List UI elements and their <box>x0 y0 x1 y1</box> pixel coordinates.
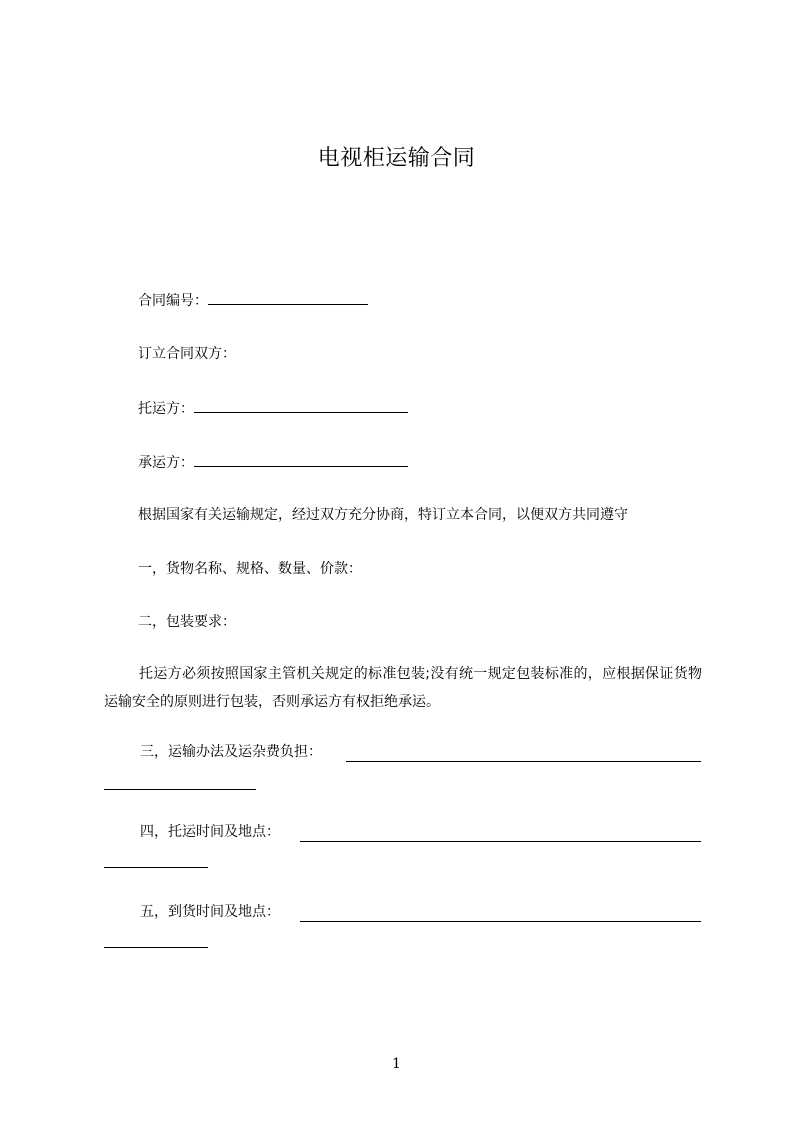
packaging-paragraph: 托运方必须按照国家主管机关规定的标准包装;没有统一规定包装标准的，应根据保证货物运输安全的原则进行包装，否则承运方有权拒绝承运。 <box>104 666 702 710</box>
section-1-heading: 一，货物名称、规格、数量、价款： <box>138 561 362 577</box>
section-4-blank-line-1[interactable] <box>300 841 701 842</box>
carrier-line <box>138 452 408 473</box>
page-number: 1 <box>392 1056 401 1072</box>
section-2-heading: 二，包装要求： <box>138 614 236 630</box>
document-title: 电视柜运输合同 <box>317 146 476 171</box>
section-3-heading: 三，运输办法及运杂费负担： <box>140 744 322 760</box>
carrier-blank[interactable] <box>194 452 408 467</box>
carrier-label: 承运方： <box>138 455 194 471</box>
section-5-heading: 五，到货时间及地点： <box>140 904 280 920</box>
shipper-blank[interactable] <box>194 398 408 413</box>
parties-label: 订立合同双方： <box>138 346 236 362</box>
section-5-blank-line-1[interactable] <box>300 921 701 922</box>
section-3-blank-line-2[interactable] <box>104 789 256 790</box>
section-5-blank-line-2[interactable] <box>104 947 208 948</box>
section-4-blank-line-2[interactable] <box>104 867 208 868</box>
contract-number-line <box>138 290 368 311</box>
shipper-line <box>138 398 408 419</box>
preamble-text: 根据国家有关运输规定，经过双方充分协商，特订立本合同，以便双方共同遵守 <box>138 507 628 523</box>
contract-number-label: 合同编号： <box>138 293 208 309</box>
section-3-blank-line-1[interactable] <box>346 761 701 762</box>
section-4-heading: 四，托运时间及地点： <box>140 824 280 840</box>
contract-number-blank[interactable] <box>208 290 368 305</box>
shipper-label: 托运方： <box>138 401 194 417</box>
